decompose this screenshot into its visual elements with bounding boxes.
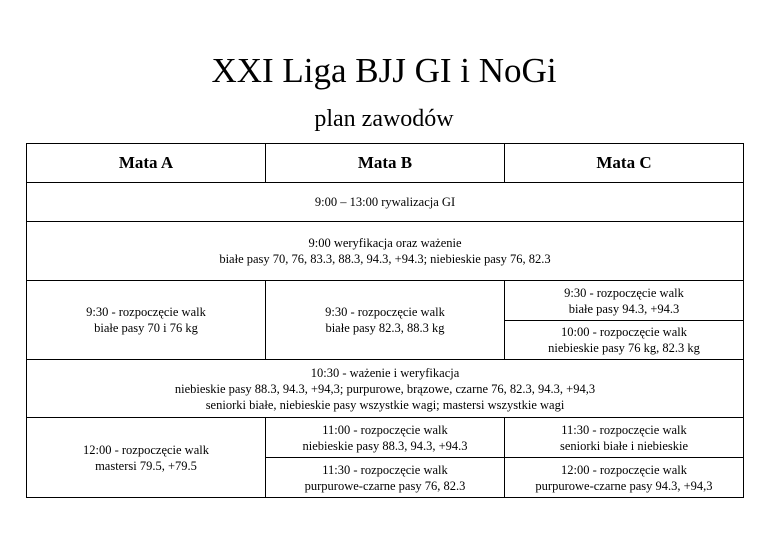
cell-930-mata-b	[266, 281, 505, 360]
weighin-2-seniors-masters: seniorki białe, niebieskie pasy wszystkie wagi; mastersi wszystkie wagi	[205, 397, 565, 412]
cell-1200-mata-c-time: 12:00 - rozpoczęcie walk	[561, 462, 687, 477]
cell-930-mata-a-categories: białe pasy 70 i 76 kg	[94, 321, 198, 335]
cell-1100-mata-b-time: 11:00 - rozpoczęcie walk	[322, 422, 448, 437]
cell-1200-mata-a-time: 12:00 - rozpoczęcie walk	[83, 442, 209, 457]
cell-1130-mata-c-time: 11:30 - rozpoczęcie walk	[561, 422, 687, 437]
weighin-row-1	[27, 222, 744, 281]
cell-930-mata-a	[27, 281, 266, 360]
weighin-cell-2	[27, 360, 744, 418]
cell-1100-mata-b	[266, 418, 505, 458]
header-row	[27, 144, 744, 183]
block-1100-row-top	[27, 418, 744, 458]
cell-930-mata-c-time: 9:30 - rozpoczęcie walk	[564, 285, 684, 300]
block-930-row-top	[27, 281, 744, 321]
weighin-cell-1	[27, 222, 744, 281]
weighin-2-time: 10:30 - ważenie i weryfikacja	[310, 365, 460, 380]
cell-1200-mata-a-categories: mastersi 79.5, +79.5	[95, 458, 197, 473]
schedule-table	[26, 143, 744, 498]
weighin-1-time: 9:00 weryfikacja oraz ważenie	[308, 236, 462, 250]
cell-1130-mata-b	[266, 458, 505, 498]
header-mata-b: Mata B	[266, 144, 505, 183]
cell-930-mata-b-categories: białe pasy 82.3, 88.3 kg	[325, 321, 445, 335]
weighin-row-2	[27, 360, 744, 418]
cell-1200-mata-c-categories: purpurowe-czarne pasy 94.3, +94,3	[535, 478, 713, 493]
cell-1200-mata-a	[27, 418, 266, 498]
cell-1200-mata-c	[505, 458, 744, 498]
cell-930-mata-c	[505, 281, 744, 321]
header-mata-a: Mata A	[27, 144, 266, 183]
cell-1130-mata-c	[505, 418, 744, 458]
cell-1130-mata-c-categories: seniorki białe i niebieskie	[559, 438, 689, 453]
cell-930-mata-c-categories: białe pasy 94.3, +94.3	[568, 301, 680, 316]
section-gi-label: 9:00 – 13:00 rywalizacja GI	[27, 183, 744, 222]
section-row-gi	[27, 183, 744, 222]
document-subtitle: plan zawodów	[314, 106, 454, 132]
cell-930-mata-a-time: 9:30 - rozpoczęcie walk	[86, 305, 206, 319]
cell-930-mata-b-time: 9:30 - rozpoczęcie walk	[325, 305, 445, 319]
cell-1130-mata-b-time: 11:30 - rozpoczęcie walk	[322, 462, 448, 477]
cell-1000-mata-c-time: 10:00 - rozpoczęcie walk	[561, 325, 687, 339]
cell-1130-mata-b-categories: purpurowe-czarne pasy 76, 82.3	[304, 478, 466, 493]
cell-1000-mata-c	[505, 321, 744, 360]
document-title: XXI Liga BJJ GI i NoGi	[211, 51, 557, 90]
header-mata-c: Mata C	[505, 144, 744, 183]
weighin-2-categories: niebieskie pasy 88.3, 94.3, +94,3; purpurowe, brązowe, czarne 76, 82.3, 94.3, +94,3	[174, 381, 596, 396]
cell-1100-mata-b-categories: niebieskie pasy 88.3, 94.3, +94.3	[302, 438, 468, 453]
weighin-1-categories: białe pasy 70, 76, 83.3, 88.3, 94.3, +94.3; niebieskie pasy 76, 82.3	[219, 252, 551, 266]
cell-1000-mata-c-categories: niebieskie pasy 76 kg, 82.3 kg	[548, 341, 700, 355]
